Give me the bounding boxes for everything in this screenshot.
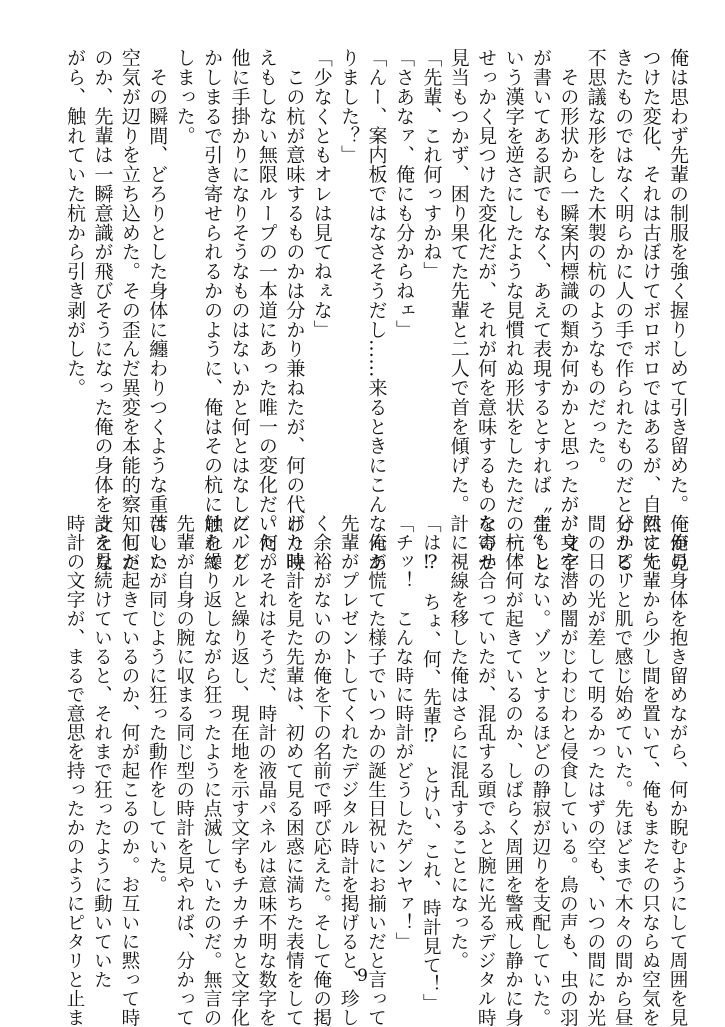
text-line: 不思議な形をした木製の杭のようなものだった。 (584, 48, 607, 475)
text-line: がら、触れていた杭から引き剥がした。 (64, 48, 87, 398)
text-line: 先輩がプレゼントしてくれたデジタル時計を掲げると、珍し (338, 514, 360, 1027)
text-line: のか、先輩は一瞬意識が飛びそうになった俺の身体を支えな (91, 48, 114, 572)
text-line: しまった。 (173, 48, 196, 145)
text-line: りました？」 (338, 48, 361, 165)
text-line: 「少なくともオレは見てねぇな」 (310, 48, 333, 339)
text-line: 俺が慌てた様子でいつかの誕生日祝いにお揃いだと言って (365, 514, 387, 1027)
text-line: つけた変化、それは古ぼけてボロボロではあるが、自然にで (639, 48, 662, 572)
text-line: 「先輩、これ何っすかね」 (420, 48, 443, 281)
text-line: 見当もつかず、困り果てた先輩と二人で首を傾げた。 (447, 48, 470, 514)
text-line: 計を見続けていると、それまで狂ったように動いていた (91, 514, 113, 989)
text-line: が書いてある訳でもなく、あえて表現するとすれば〝生〟と (529, 48, 552, 572)
text-line: グルグルと繰り返し、現在地を示す文字もチカチカと文字化 (228, 514, 250, 1027)
text-line: この杭が意味するものかは分かり兼ねたが、何の代わり映 (283, 48, 306, 572)
text-line: 先輩が自身の腕に収まる同じ型の時計を見やれば、分かって (173, 514, 195, 1027)
text-line: ピリピリと肌で感じ始めていた。先ほどまで木々の間から昼 (612, 514, 634, 1027)
text-line: かしまるで引き寄せられるかのように、俺はその杭に触れて (201, 48, 224, 572)
text-line: 時計の文字が、まるで意思を持ったかのようにピタリと止ま (64, 514, 86, 1027)
text-line: 計に視線を移した俺はさらに混乱することになった。 (447, 514, 469, 970)
text-line: げた時計を見た先輩は、初めて見る困惑に満ちた表情をして (283, 514, 305, 1027)
text-line: えもしない無限ループの一本道にあった唯一の変化だ。何か (255, 48, 278, 572)
text-line: けを繰り返しながら狂ったように点滅していたのだ。無言の (201, 514, 223, 1027)
text-line: 俺は思わず先輩の制服を強く握りしめて引き留めた。俺が見 (667, 48, 689, 572)
text-line: いう漢字を逆さにしたような見慣れぬ形状をしたただの杭。 (502, 48, 525, 572)
text-line: 「んー、案内板ではなさそうだし……来るときにこんなんあ (365, 48, 388, 572)
text-line: きたものではなく明らかに人の手で作られたものだと分かる、 (612, 48, 635, 592)
text-line: はいたが同じように狂った動作をしていた。 (146, 514, 168, 894)
text-line: 他に手掛かりになりそうなものはないかと何とはなしに、し (228, 48, 251, 572)
text-line: いた。それはそうだ、時計の液晶パネルは意味不明な数字を (255, 514, 277, 1027)
text-line: を寄せ合っていたが、混乱する頭でふと腕に光るデジタル時 (475, 514, 497, 1027)
text-line: 回す先輩から少し間を置いて、俺もまたその只ならぬ空気を (639, 514, 661, 1027)
text-block-bottom (61, 514, 691, 1027)
text-line: せっかく見つけた変化だが、それが何を意味するものなのか (475, 48, 498, 572)
text-line: 「チッ！ こんな時に時計がどうしたゲンヤァ！」 (392, 514, 414, 951)
text-line: 俺の身体を抱き留めながら、何か睨むようにして周囲を見 (667, 514, 688, 1027)
text-line: その形状から一瞬案内標識の類か何かかと思ったが、文字 (557, 48, 580, 572)
text-line: 音もしない。ゾッとするほどの静寂が辺りを支配していた。 (529, 514, 551, 1027)
text-line: 空気が辺りを立ち込めた。その歪んだ異変を本能的察知した (118, 48, 141, 572)
text-line: が身を潜め闇がじわじわと侵食している。鳥の声も、虫の羽 (557, 514, 579, 1027)
text-line: 間の日の光が差して明るかったはずの空も、いつの間にか光 (584, 514, 606, 1027)
text-line: 「は⁉ ちょ、何、先輩⁉ とけい、これ、時計見て！」 (420, 514, 442, 1013)
text-line: 何が起きているのか、何が起こるのか。お互いに黙って時 (118, 514, 140, 1027)
text-line: その瞬間、どろりとした身体に纏わりつくような重苦しい (146, 48, 169, 572)
text-block-top (61, 48, 691, 592)
text-line: 「さあなァ、俺にも分からねェ」 (392, 48, 415, 339)
text-line: く余裕がないのか俺を下の名前で呼び応えた。そして俺の掲 (310, 514, 332, 1027)
text-line: 一体何が起きているのか、しばらく周囲を警戒し静かに身 (502, 514, 524, 1027)
page-number: 9 (357, 966, 368, 986)
